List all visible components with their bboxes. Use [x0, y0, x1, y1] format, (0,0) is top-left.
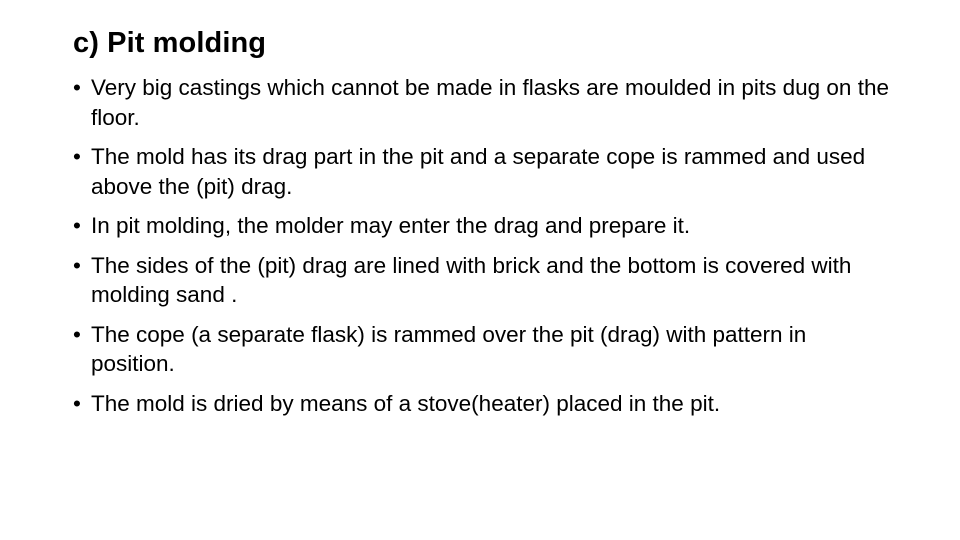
bullet-text: In pit molding, the molder may enter the drag and prepare it. — [91, 213, 691, 238]
bullet-icon: • — [73, 321, 81, 347]
bullet-item-5 — [73, 320, 893, 379]
bullet-list — [73, 73, 893, 428]
bullet-icon: • — [73, 144, 81, 169]
bullet-icon: • — [73, 390, 81, 416]
bullet-icon: • — [73, 213, 81, 238]
bullet-item-4 — [73, 251, 893, 310]
bullet-item-1 — [73, 73, 893, 132]
bullet-item-6 — [73, 389, 893, 419]
bullet-item-3 — [73, 211, 893, 241]
bullet-text: The sides of the (pit) drag are lined with brick and the bottom is covered with molding sand . — [91, 252, 852, 307]
bullet-icon: • — [73, 75, 81, 100]
bullet-text: The mold is dried by means of a stove(heater) placed in the pit. — [91, 390, 721, 416]
bullet-text: Very big castings which cannot be made in flasks are moulded in pits dug on the floor. — [91, 75, 889, 130]
bullet-text: The cope (a separate flask) is rammed over the pit (drag) with pattern in position. — [91, 321, 807, 376]
bullet-icon: • — [73, 252, 81, 278]
bullet-item-2 — [73, 142, 893, 201]
bullet-text: The mold has its drag part in the pit and a separate cope is rammed and used above the (pit) drag. — [91, 144, 866, 199]
slide-title: c) Pit molding — [73, 27, 267, 59]
